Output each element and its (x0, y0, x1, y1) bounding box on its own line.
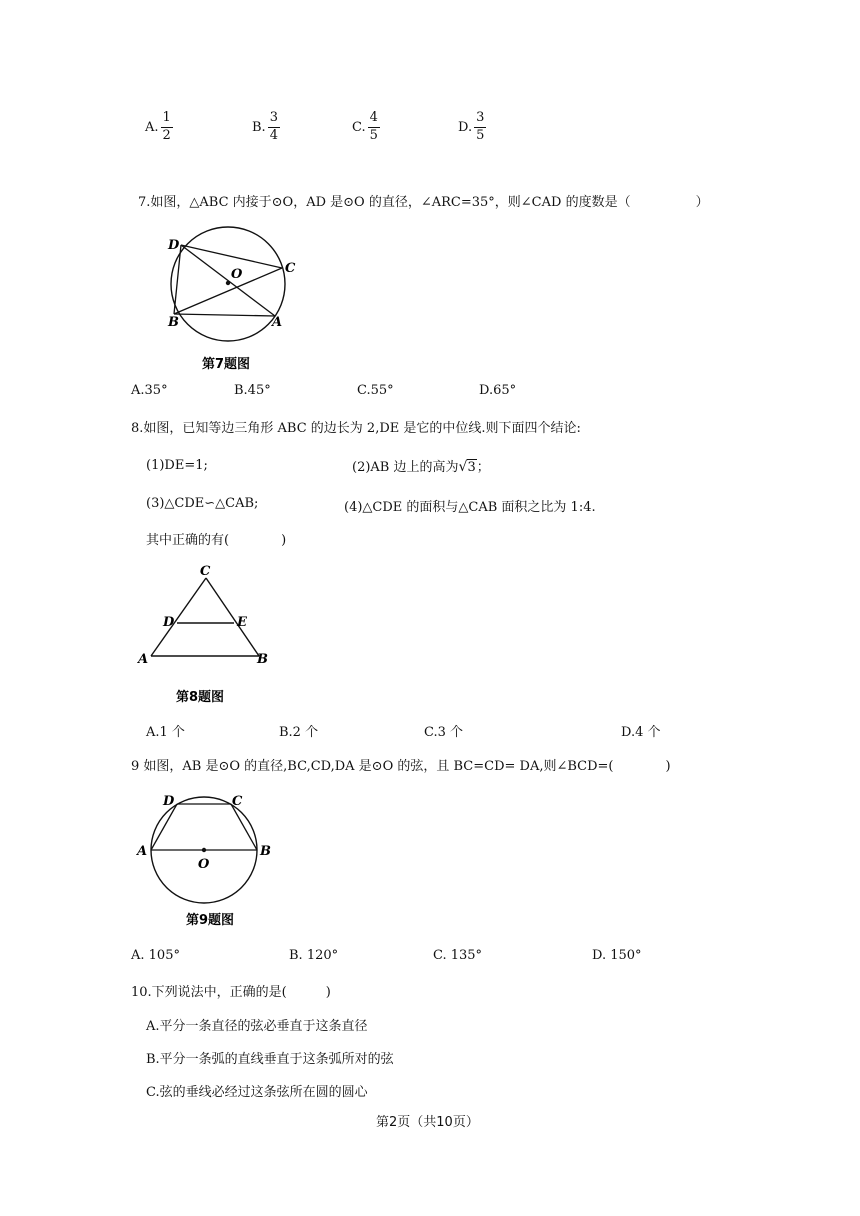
q9-center-dot (202, 848, 206, 852)
q10-option-c: C.弦的垂线必经过这条弦所在圆的圆心 (146, 1085, 368, 1100)
q7-label-a: A (272, 315, 283, 330)
q7-option-c: C.55° (357, 383, 394, 398)
q7-label-b: B (168, 315, 179, 330)
q8-question: 其中正确的有( ) (146, 533, 287, 548)
q9-option-d: D. 150° (592, 948, 642, 963)
q7-line-bc (174, 268, 282, 314)
q9-label-o: O (198, 857, 210, 872)
q8-conclusion-4: (4)△CDE 的面积与△CAB 面积之比为 1:4. (344, 500, 596, 515)
q8-label-a: A (138, 652, 149, 667)
q10-option-a: A.平分一条直径的弦必垂直于这条直径 (146, 1019, 368, 1034)
q8-stem: 8.如图，已知等边三角形 ABC 的边长为 2,DE 是它的中位线.则下面四个结论: (131, 421, 581, 436)
q7-label-d: D (168, 238, 180, 253)
fraction: $\frac{3}{4}$ (269, 110, 278, 143)
q8-conclusion-3: (3)△CDE∽△CAB; (146, 496, 259, 511)
q9-label-b: B (260, 844, 271, 859)
q8-side-ca (151, 578, 206, 656)
q7-option-a: A.35° (131, 383, 168, 398)
q9-figure (134, 788, 284, 938)
q9-chord-cb (231, 804, 257, 850)
fraction: $\frac{3}{5}$ (476, 110, 485, 143)
q7-option-b: B.45° (234, 383, 271, 398)
q7-line-db (174, 245, 181, 314)
q9-label-d: D (163, 794, 175, 809)
q8-label-c: C (200, 564, 211, 579)
q7-line-ba (174, 314, 275, 316)
q9-option-a: A. 105° (131, 948, 180, 963)
fraction: $\frac{4}{5}$ (369, 110, 378, 143)
q8-label-b: B (257, 652, 268, 667)
q7-stem: 7.如图，△ABC 内接于⊙O，AD 是⊙O 的直径，∠ARC=35°，则∠CAD 的度数是（ ） (138, 195, 709, 210)
q7-figure (158, 226, 308, 376)
q8-side-cb (206, 578, 259, 656)
fraction: $\frac{1}{2}$ (162, 110, 171, 143)
q7-caption: 第7题图 (202, 357, 251, 372)
option-letter: C. (352, 119, 366, 135)
q9-option-b: B. 120° (289, 948, 339, 963)
q9-stem: 9 如图，AB 是⊙O 的直径,BC,CD,DA 是⊙O 的弦，且 BC=CD= DA,则∠BCD=( ) (131, 759, 671, 774)
q9-chord-ad (151, 804, 177, 850)
q8-figure (134, 562, 284, 712)
q7-label-c: C (285, 261, 296, 276)
q7-option-d: D.65° (479, 383, 517, 398)
option-letter: B. (252, 119, 266, 135)
q8-conclusion-2: (2)AB 边上的高为 √ 3； (352, 459, 490, 475)
q8-caption: 第8题图 (176, 690, 225, 705)
page-footer: 第2页（共10页） (376, 1115, 479, 1130)
q10-stem: 10.下列说法中，正确的是( ) (131, 985, 331, 1000)
q9-caption: 第9题图 (186, 913, 235, 928)
q6-option-b (252, 111, 280, 144)
q9-label-c: C (232, 794, 243, 809)
q8-option-b: B.2 个 (279, 725, 319, 740)
q8-conclusion-1: (1)DE=1; (146, 458, 208, 473)
sqrt-symbol: √ 3 (458, 459, 476, 475)
q7-center-dot (226, 281, 230, 285)
q8-label-d: D (163, 615, 175, 630)
q8-option-c: C.3 个 (424, 725, 464, 740)
q6-option-c (352, 111, 380, 144)
q8-option-a: A.1 个 (146, 725, 185, 740)
q8-option-d: D.4 个 (621, 725, 661, 740)
option-letter: D. (458, 119, 473, 135)
q8-label-e: E (237, 615, 247, 630)
q6-option-d (458, 111, 486, 144)
q6-option-a (145, 111, 173, 144)
q9-option-c: C. 135° (433, 948, 483, 963)
q7-label-o: O (231, 267, 243, 282)
option-letter: A. (145, 119, 159, 135)
q9-label-a: A (137, 844, 148, 859)
q10-option-b: B.平分一条弧的直线垂直于这条弧所对的弦 (146, 1052, 394, 1067)
